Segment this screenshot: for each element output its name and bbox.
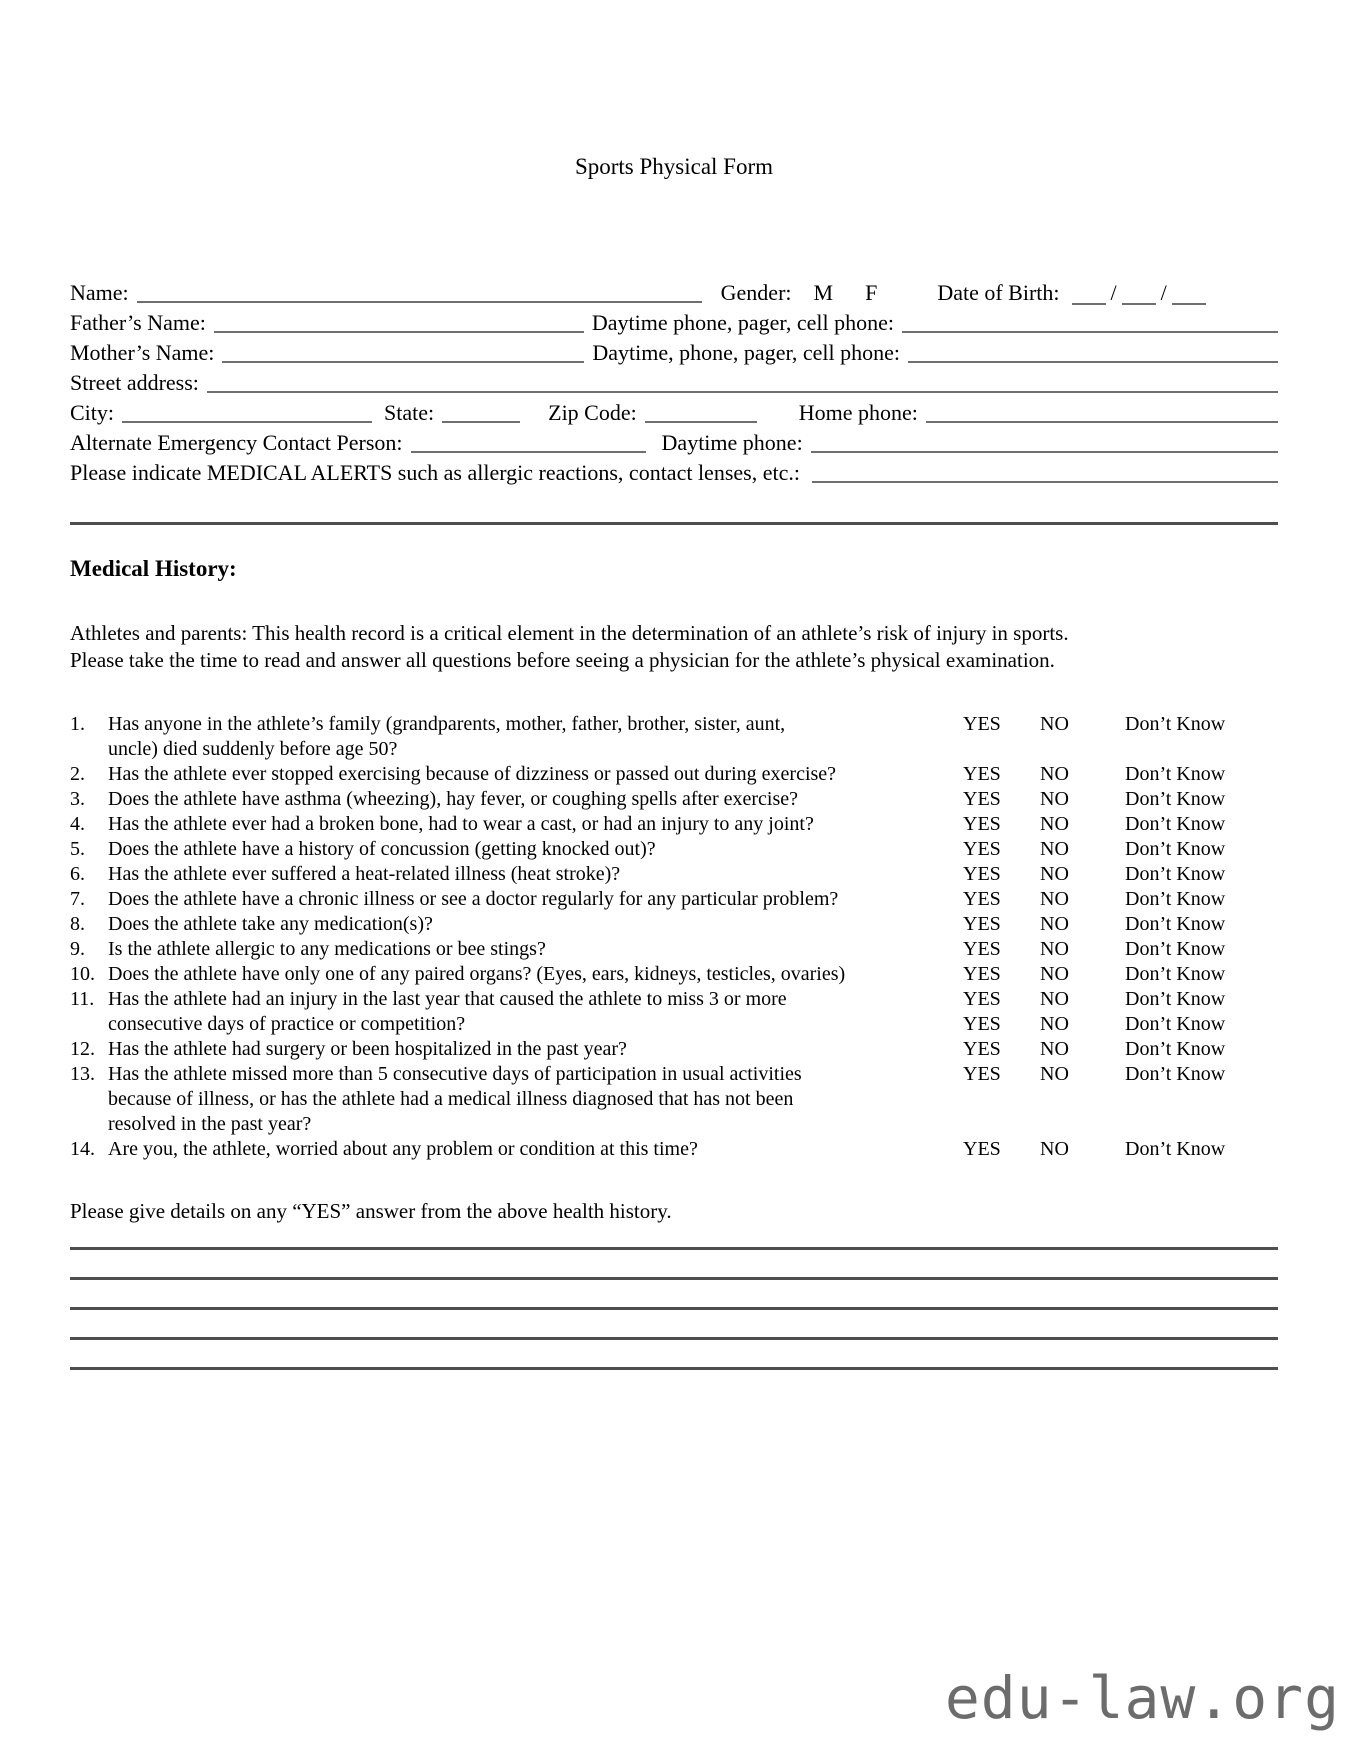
- name-blank-line: [137, 301, 702, 303]
- answer-option-yes: YES: [963, 1038, 1001, 1060]
- answer-option-yes: YES: [963, 1013, 1001, 1035]
- answer-option-dont-know: Don’t Know: [1125, 938, 1226, 960]
- question-text: uncle) died suddenly before age 50?: [108, 738, 398, 760]
- answer-option-dont-know: Don’t Know: [1125, 1138, 1226, 1160]
- answer-option-no: NO: [1040, 1038, 1069, 1060]
- dob-separator: /: [1110, 280, 1117, 305]
- answer-option-dont-know: Don’t Know: [1125, 1063, 1226, 1085]
- answer-option-yes: YES: [963, 913, 1001, 935]
- answer-option-dont-know: Don’t Know: [1125, 888, 1226, 910]
- alternate-contact-blank-line: [411, 451, 646, 453]
- question-row: [70, 1137, 1278, 1162]
- answer-option-dont-know: [1125, 1112, 1278, 1137]
- question-number: [70, 1012, 108, 1037]
- question-number: [70, 737, 108, 762]
- dob-month-blank: [1072, 303, 1106, 305]
- field-row-name-gender-dob: [70, 278, 1278, 308]
- question-text: resolved in the past year?: [108, 1113, 312, 1135]
- answer-option-dont-know: [1125, 1087, 1278, 1112]
- dob-label: Date of Birth:: [937, 280, 1060, 305]
- question-number: 10.: [70, 963, 95, 985]
- answer-option-yes: YES: [963, 763, 1001, 785]
- gender-option-f: F: [865, 280, 878, 305]
- answer-option-yes: YES: [963, 988, 1001, 1010]
- question-number: 5.: [70, 838, 85, 860]
- details-prompt: Please give details on any “YES” answer from the above health history.: [70, 1199, 672, 1223]
- city-blank-line: [122, 421, 372, 423]
- document-content: [70, 0, 1278, 1370]
- question-row: [70, 837, 1278, 862]
- medical-alerts-label: Please indicate MEDICAL ALERTS such as allergic reactions, contact lenses, etc.:: [70, 460, 800, 485]
- question-row: [70, 962, 1278, 987]
- answer-option-yes: YES: [963, 1063, 1001, 1085]
- intro-line: Athletes and parents: This health record is a critical element in the determination of an athlete’s risk of injury in sports.: [70, 621, 1069, 645]
- field-row-mother: [70, 338, 1278, 368]
- question-text: Has the athlete ever stopped exercising because of dizziness or passed out during exercise?: [108, 763, 837, 785]
- answer-option-no: NO: [1040, 1138, 1069, 1160]
- question-row: [70, 912, 1278, 937]
- question-text: Does the athlete have asthma (wheezing), hay fever, or coughing spells after exercise?: [108, 788, 799, 810]
- gender-option-m: M: [813, 280, 834, 305]
- state-label: State:: [384, 400, 435, 425]
- answer-option-yes: YES: [963, 713, 1001, 735]
- answer-option-dont-know: Don’t Know: [1125, 1038, 1226, 1060]
- question-number: 12.: [70, 1038, 95, 1060]
- details-blank-line: [70, 1280, 1278, 1310]
- answer-option-no: NO: [1040, 988, 1069, 1010]
- details-blank-line: [70, 1250, 1278, 1280]
- answer-option-dont-know: Don’t Know: [1125, 713, 1226, 735]
- dob-year-blank: [1172, 303, 1206, 305]
- question-row: [70, 712, 1278, 737]
- field-row-father: [70, 308, 1278, 338]
- dob-day-blank: [1122, 303, 1156, 305]
- identification-fields: [70, 278, 1278, 530]
- question-number: 7.: [70, 888, 85, 910]
- answer-option-no: NO: [1040, 963, 1069, 985]
- answer-option-yes: YES: [963, 938, 1001, 960]
- question-text: Has the athlete had an injury in the last year that caused the athlete to miss 3 or more: [108, 988, 787, 1010]
- answer-option-no: NO: [1040, 938, 1069, 960]
- field-row-city-state-zip-phone: [70, 398, 1278, 428]
- mother-name-blank-line: [222, 361, 584, 363]
- answer-option-dont-know: Don’t Know: [1125, 813, 1226, 835]
- home-phone-label: Home phone:: [798, 400, 918, 425]
- answer-option-no: [1040, 1087, 1125, 1112]
- question-row: [70, 862, 1278, 887]
- intro-line: Please take the time to read and answer all questions before seeing a physician for the athlete’s physical examination.: [70, 648, 1055, 672]
- field-row-medical-alerts: [70, 458, 1278, 488]
- details-blank-line: [70, 1340, 1278, 1370]
- question-text: Does the athlete have a history of concussion (getting knocked out)?: [108, 838, 656, 860]
- mother-phone-label: Daytime, phone, pager, cell phone:: [592, 340, 901, 365]
- question-number: 9.: [70, 938, 85, 960]
- details-blank-line: [70, 1225, 1278, 1250]
- field-row-street: [70, 368, 1278, 398]
- question-number: 4.: [70, 813, 85, 835]
- mother-name-label: Mother’s Name:: [70, 340, 215, 365]
- answer-option-yes: YES: [963, 788, 1001, 810]
- question-row: [70, 762, 1278, 787]
- question-row: [70, 787, 1278, 812]
- answer-option-yes: YES: [963, 888, 1001, 910]
- name-label: Name:: [70, 280, 129, 305]
- question-number: [70, 1112, 108, 1137]
- street-address-blank-line: [207, 391, 1278, 393]
- alternate-phone-label: Daytime phone:: [661, 430, 803, 455]
- home-phone-blank-line: [926, 421, 1278, 423]
- answer-option-dont-know: Don’t Know: [1125, 863, 1226, 885]
- father-phone-label: Daytime phone, pager, cell phone:: [591, 310, 894, 335]
- question-number: 11.: [70, 988, 95, 1010]
- question-text: Does the athlete have a chronic illness or see a doctor regularly for any particular problem?: [108, 888, 839, 910]
- question-row: [70, 987, 1278, 1012]
- answer-option-no: NO: [1040, 838, 1069, 860]
- question-row: [70, 1112, 1278, 1137]
- answer-option-no: [1040, 737, 1125, 762]
- zip-code-label: Zip Code:: [548, 400, 637, 425]
- question-text: Has the athlete ever suffered a heat-related illness (heat stroke)?: [108, 863, 621, 885]
- question-text: Has the athlete had surgery or been hospitalized in the past year?: [108, 1038, 627, 1060]
- answer-option-dont-know: Don’t Know: [1125, 788, 1226, 810]
- gender-label: Gender:: [720, 280, 792, 305]
- question-number: 3.: [70, 788, 85, 810]
- question-row: [70, 812, 1278, 837]
- answer-option-yes: YES: [963, 813, 1001, 835]
- question-number: 13.: [70, 1063, 95, 1085]
- street-address-label: Street address:: [70, 370, 199, 395]
- answer-option-dont-know: Don’t Know: [1125, 913, 1226, 935]
- question-row: [70, 1037, 1278, 1062]
- answer-option-no: NO: [1040, 1013, 1069, 1035]
- question-text: Does the athlete have only one of any paired organs? (Eyes, ears, kidneys, testicles, ovaries): [108, 963, 846, 985]
- answer-option-no: NO: [1040, 1063, 1069, 1085]
- dob-separator-2: /: [1160, 280, 1167, 305]
- question-row: [70, 1062, 1278, 1087]
- question-row: [70, 737, 1278, 762]
- question-text: Are you, the athlete, worried about any problem or condition at this time?: [108, 1138, 698, 1160]
- answer-option-yes: YES: [963, 863, 1001, 885]
- zip-code-blank-line: [645, 421, 757, 423]
- answer-option-dont-know: Don’t Know: [1125, 988, 1226, 1010]
- question-row: [70, 887, 1278, 912]
- answer-option-no: NO: [1040, 888, 1069, 910]
- answer-option-yes: YES: [963, 963, 1001, 985]
- question-number: 8.: [70, 913, 85, 935]
- question-row: [70, 937, 1278, 962]
- answer-option-dont-know: Don’t Know: [1125, 763, 1226, 785]
- question-text: Has the athlete ever had a broken bone, had to wear a cast, or had an injury to any joint?: [108, 813, 814, 835]
- watermark: edu-law.org: [944, 1664, 1340, 1732]
- medical-history-heading: Medical History:: [70, 556, 237, 581]
- answer-option-no: NO: [1040, 913, 1069, 935]
- father-name-label: Father’s Name:: [70, 310, 206, 335]
- answer-option-dont-know: [1125, 737, 1278, 762]
- question-number: 6.: [70, 863, 85, 885]
- question-text: Does the athlete take any medication(s)?: [108, 913, 433, 935]
- question-row: [70, 1087, 1278, 1112]
- question-text: Has anyone in the athlete’s family (grandparents, mother, father, brother, sister, aunt,: [108, 713, 786, 735]
- answer-option-yes: [963, 737, 1040, 762]
- answer-option-yes: YES: [963, 1138, 1001, 1160]
- alternate-contact-label: Alternate Emergency Contact Person:: [70, 430, 403, 455]
- father-name-blank-line: [214, 331, 584, 333]
- answer-option-no: NO: [1040, 863, 1069, 885]
- question-number: 1.: [70, 713, 85, 735]
- alternate-phone-blank-line: [811, 451, 1278, 453]
- answer-option-no: NO: [1040, 788, 1069, 810]
- dob-blanks: [1072, 278, 1206, 308]
- question-text: Is the athlete allergic to any medications or bee stings?: [108, 938, 546, 960]
- question-row: [70, 1012, 1278, 1037]
- question-number: 14.: [70, 1138, 95, 1160]
- field-row-alternate-contact: [70, 428, 1278, 458]
- father-phone-blank-line: [902, 331, 1278, 333]
- answer-option-dont-know: Don’t Know: [1125, 1013, 1226, 1035]
- medical-alerts-continuation-row: [70, 500, 1278, 530]
- medical-alerts-blank-line: [812, 481, 1278, 483]
- state-blank-line: [442, 421, 520, 423]
- form-title: Sports Physical Form: [574, 154, 774, 179]
- question-text: Has the athlete missed more than 5 consecutive days of participation in usual activities: [108, 1063, 802, 1085]
- answer-option-no: NO: [1040, 763, 1069, 785]
- question-number: 2.: [70, 763, 85, 785]
- city-label: City:: [70, 400, 115, 425]
- question-number: [70, 1087, 108, 1112]
- details-blank-line: [70, 1310, 1278, 1340]
- medical-alerts-continuation-line: [70, 522, 1278, 525]
- answer-option-yes: [963, 1087, 1040, 1112]
- answer-option-no: NO: [1040, 813, 1069, 835]
- answer-option-yes: YES: [963, 838, 1001, 860]
- answer-option-yes: [963, 1112, 1040, 1137]
- question-text: consecutive days of practice or competition?: [108, 1013, 466, 1035]
- answer-option-dont-know: Don’t Know: [1125, 963, 1226, 985]
- answer-option-no: NO: [1040, 713, 1069, 735]
- answer-option-no: [1040, 1112, 1125, 1137]
- details-lines: [70, 1225, 1278, 1370]
- medical-history-intro: [70, 620, 1278, 674]
- answer-option-dont-know: Don’t Know: [1125, 838, 1226, 860]
- mother-phone-blank-line: [908, 361, 1278, 363]
- questions-list: [70, 712, 1278, 1162]
- question-text: because of illness, or has the athlete had a medical illness diagnosed that has not been: [108, 1088, 794, 1110]
